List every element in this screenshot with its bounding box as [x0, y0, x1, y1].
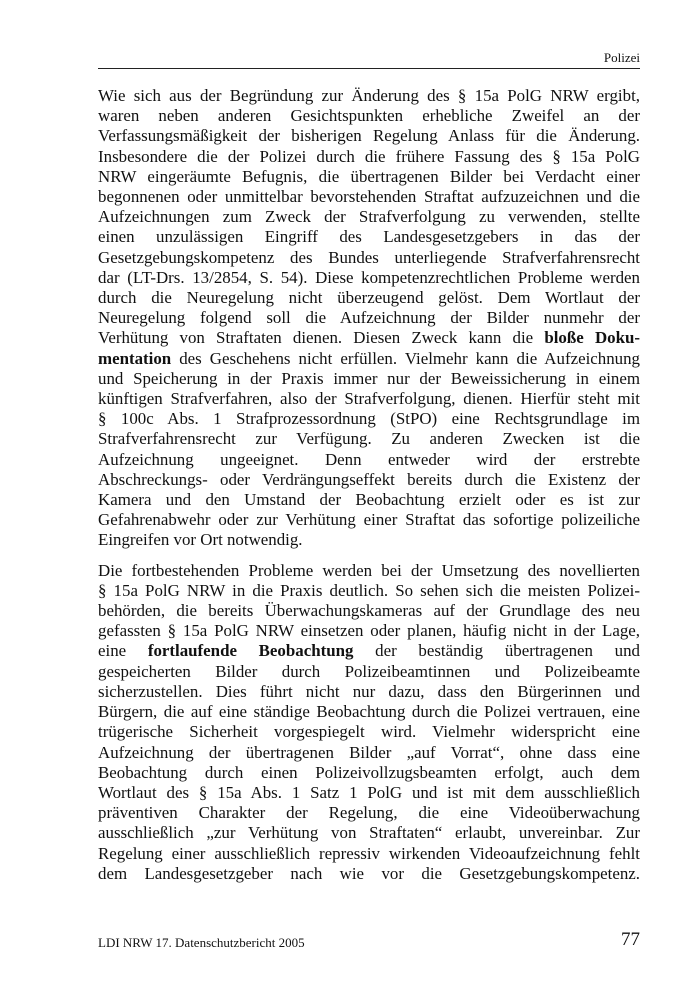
page-number: 77: [621, 929, 640, 950]
text-line: [98, 763, 640, 783]
text-line: [98, 248, 640, 268]
text-line: [98, 288, 640, 308]
text-line: [98, 702, 640, 722]
text-run: Regelung einer ausschließlich repressiv wirkenden Videoaufzeichnung fehlt: [98, 843, 640, 863]
text-line: [98, 126, 640, 146]
text-line: [98, 601, 640, 621]
text-line: [98, 682, 640, 702]
text-line: [98, 389, 640, 409]
text-run: einen unzulässigen Eingriff des Landesgesetzgebers in das der: [98, 227, 640, 247]
text-run: dem Landesgesetzgeber nach wie vor die Gesetzgebungskompetenz.: [98, 863, 640, 883]
text-run: gespeicherten Bilder durch Polizeibeamtinnen und Polizeibeamte: [98, 661, 640, 681]
text-line: [98, 803, 640, 823]
text-line: [98, 369, 640, 389]
text-line: [98, 187, 640, 207]
text-line: [98, 268, 640, 288]
text-run: Wie sich aus der Begründung zur Änderung des § 15a PolG NRW ergibt,: [98, 86, 640, 105]
text-run: Abschreckungs- oder Verdrängungseffekt bereits durch die Existenz der: [98, 469, 640, 489]
text-line: [98, 662, 640, 682]
text-line: [98, 490, 640, 510]
text-run: behörden, die bereits Überwachungskameras auf der Grundlage des neu: [98, 601, 640, 621]
text-line: [98, 86, 640, 106]
text-run: des Geschehens nicht erfüllen. Vielmehr kann die Aufzeichnung: [171, 348, 640, 368]
text-line: [98, 409, 640, 429]
text-run: Kamera und den Umstand der Beobachtung erzielt oder es ist zur: [98, 490, 640, 510]
text-run: Verfassungsmäßigkeit der bisherigen Regelung Anlass für die Änderung.: [98, 126, 640, 146]
text-run: dar (LT-Drs. 13/2854, S. 54). Diese kompetenzrechtlichen Probleme werden: [98, 267, 640, 287]
bold-term-blosse-dokumentation: bloße Doku-: [544, 328, 640, 348]
text-run: Gefahrenabwehr oder zur Verhütung einer Straftat das sofortige polizeiliche: [98, 510, 640, 530]
text-line: [98, 823, 640, 843]
paragraph-1: [98, 86, 640, 551]
footer-publication: LDI NRW 17. Datenschutzbericht 2005: [98, 935, 305, 950]
text-line: [98, 722, 640, 742]
text-line: [98, 106, 640, 126]
text-line: [98, 530, 640, 550]
text-run: Eingreifen vor Ort notwendig.: [98, 530, 303, 550]
text-run: Wortlaut des § 15a Abs. 1 Satz 1 PolG und ist mit dem ausschließlich: [98, 782, 640, 802]
text-line: [98, 510, 640, 530]
text-line: [98, 561, 640, 581]
text-line: [98, 308, 640, 328]
bold-term-fortlaufende-beobachtung: fortlaufende Beobachtung: [147, 641, 354, 661]
text-run: präventiven Charakter der Regelung, die eine Videoüberwachung: [98, 803, 640, 823]
text-run: sicherzustellen. Dies führt nicht nur dazu, dass den Bürgerinnen und: [98, 681, 640, 701]
text-run: waren neben anderen Gesichtspunkten erhebliche Zweifel an der: [98, 106, 640, 126]
text-line: [98, 641, 640, 661]
text-run: gefassten § 15a PolG NRW einsetzen oder planen, häufig nicht in der Lage,: [98, 621, 640, 641]
bold-term-blosse-dokumentation-cont: mentation: [98, 348, 172, 368]
text-line: [98, 844, 640, 864]
text-line: [98, 147, 640, 167]
text-run: Insbesondere die der Polizei durch die frühere Fassung des § 15a PolG: [98, 146, 640, 166]
text-line: [98, 167, 640, 187]
text-line: [98, 227, 640, 247]
text-line: [98, 864, 640, 884]
text-line: [98, 328, 640, 348]
text-line: [98, 783, 640, 803]
text-run: eine: [98, 641, 148, 661]
text-line: [98, 581, 640, 601]
text-run: Beobachtung durch einen Polizeivollzugsbeamten erfolgt, auch dem: [98, 762, 640, 782]
text-run: Strafverfahrensrecht zur Verfügung. Zu anderen Zwecken ist die: [98, 429, 640, 449]
text-run: trügerische Sicherheit vorgespiegelt wird. Vielmehr widerspricht eine: [98, 722, 640, 742]
text-run: § 100c Abs. 1 Strafprozessordnung (StPO) eine Rechtsgrundlage im: [98, 409, 640, 429]
text-run: Aufzeichnungen zum Zweck der Strafverfolgung zu verwenden, stellte: [98, 207, 640, 227]
text-run: Neuregelung folgend soll die Aufzeichnung der Bilder nunmehr der: [98, 308, 640, 328]
text-run: NRW eingeräumte Befugnis, die übertragenen Bilder bei Verdacht einer: [98, 166, 640, 186]
text-line: [98, 450, 640, 470]
text-run: und Speicherung in der Praxis immer nur der Beweissicherung in einem: [98, 368, 640, 388]
header-rule: [98, 68, 640, 69]
text-line: [98, 207, 640, 227]
text-line: [98, 743, 640, 763]
text-run: durch die Neuregelung nicht überzeugend gelöst. Dem Wortlaut der: [98, 288, 640, 308]
text-run: Bürgern, die auf eine ständige Beobachtung durch die Polizei vertrauen, eine: [98, 702, 640, 722]
text-line: [98, 621, 640, 641]
text-run: begonnenen oder unmittelbar bevorstehenden Straftat aufzuzeichnen und die: [98, 187, 640, 207]
body-text: [98, 86, 640, 884]
text-run: Aufzeichnung ungeeignet. Denn entweder wird der erstrebte: [98, 449, 640, 469]
text-run: Verhütung von Straftaten dienen. Diesen Zweck kann die: [98, 328, 545, 348]
text-line: [98, 349, 640, 369]
text-run: Gesetzgebungskompetenz des Bundes unterliegende Strafverfahrensrecht: [98, 247, 640, 267]
text-line: [98, 470, 640, 490]
text-run: künftigen Strafverfahren, also der Strafverfolgung, dienen. Hierfür steht mit: [98, 389, 640, 409]
text-run: der beständig übertragenen und: [353, 641, 641, 661]
text-run: § 15a PolG NRW in die Praxis deutlich. So sehen sich die meisten Polizei-: [98, 580, 640, 600]
running-header-title: Polizei: [603, 50, 640, 65]
text-run: Die fortbestehenden Probleme werden bei der Umsetzung des novellierten: [98, 560, 640, 580]
text-line: [98, 429, 640, 449]
paragraph-2: [98, 561, 640, 884]
text-run: Aufzeichnung der übertragenen Bilder „auf Vorrat“, ohne dass eine: [98, 742, 640, 762]
text-run: ausschließlich „zur Verhütung von Straftaten“ erlaubt, unvereinbar. Zur: [98, 823, 640, 843]
